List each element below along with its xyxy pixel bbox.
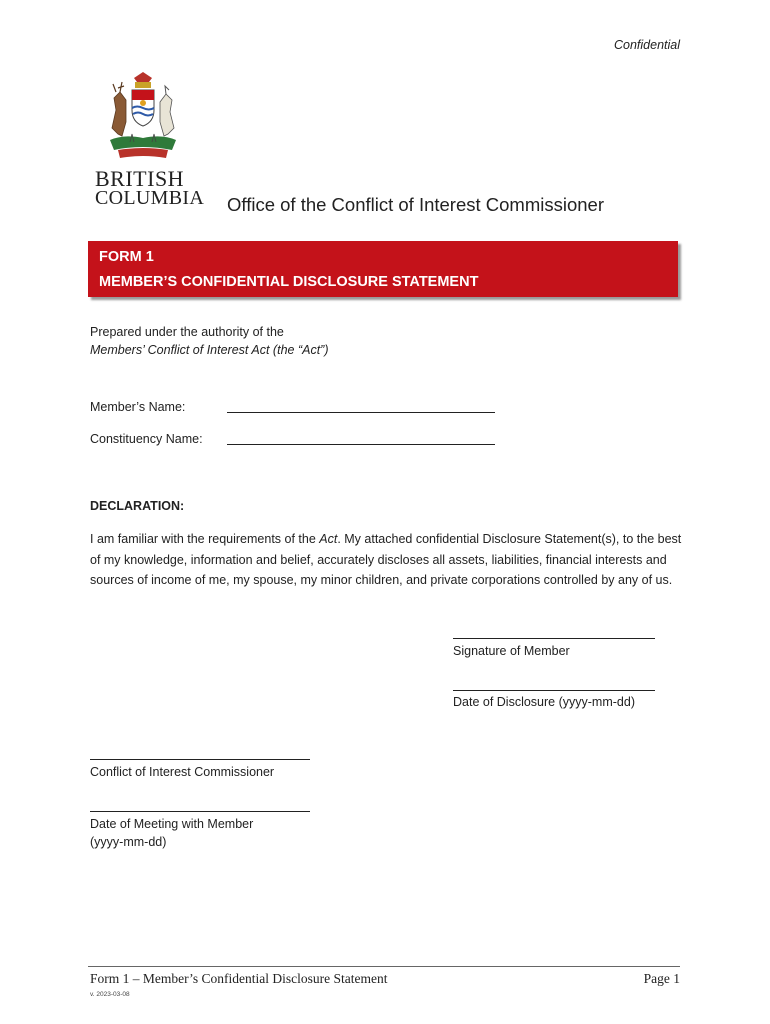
date-of-disclosure-label: Date of Disclosure (yyyy-mm-dd) bbox=[453, 695, 635, 709]
authority-line: Prepared under the authority of the bbox=[90, 325, 284, 339]
footer-divider bbox=[88, 966, 680, 967]
declaration-text-end: . My attached confidential Disclosure Statement(s), to the best of my knowledge, information and belief, accurately discloses all assets, liabilities, financial interests and sources of income of me, my spouse, my minor children, and private corporations controlled by any of us. bbox=[90, 532, 682, 587]
declaration-heading: DECLARATION: bbox=[90, 499, 185, 513]
form-number: FORM 1 bbox=[99, 249, 154, 265]
commissioner-signature-line[interactable] bbox=[90, 759, 310, 760]
footer-title: Form 1 – Member’s Confidential Disclosure Statement bbox=[90, 971, 388, 986]
commissioner-label: Conflict of Interest Commissioner bbox=[90, 765, 275, 779]
constituency-name-label: Constituency Name: bbox=[90, 432, 203, 446]
declaration-text-start: I am familiar with the requirements of the bbox=[90, 532, 320, 546]
declaration-text bbox=[90, 529, 690, 591]
form-title: MEMBER’S CONFIDENTIAL DISCLOSURE STATEMENT bbox=[99, 274, 479, 290]
meeting-date-label: Date of Meeting with Member bbox=[90, 817, 254, 831]
date-of-disclosure-line[interactable] bbox=[453, 690, 655, 691]
bc-coat-of-arms-logo bbox=[104, 70, 182, 162]
office-title: Office of the Conflict of Interest Commissioner bbox=[227, 194, 605, 215]
version-label: v. 2023-03-08 bbox=[90, 991, 130, 998]
bc-wordmark-line2: COLUMBIA bbox=[95, 187, 205, 209]
signature-label: Signature of Member bbox=[453, 644, 570, 658]
member-name-label: Member’s Name: bbox=[90, 400, 186, 414]
bc-wordmark-logo bbox=[95, 166, 205, 209]
form-banner bbox=[88, 241, 678, 297]
bc-wordmark-line1: BRITISH bbox=[95, 166, 185, 191]
member-name-field[interactable] bbox=[227, 412, 495, 413]
authority-act-line: Members’ Conflict of Interest Act (the “Act”) bbox=[90, 343, 329, 357]
meeting-date-line[interactable] bbox=[90, 811, 310, 812]
confidential-label: Confidential bbox=[613, 38, 680, 52]
declaration-act-word: Act bbox=[319, 532, 338, 546]
meeting-date-format: (yyyy-mm-dd) bbox=[90, 835, 167, 849]
constituency-name-field[interactable] bbox=[227, 444, 495, 445]
page-number: Page 1 bbox=[643, 971, 680, 986]
signature-line[interactable] bbox=[453, 638, 655, 639]
